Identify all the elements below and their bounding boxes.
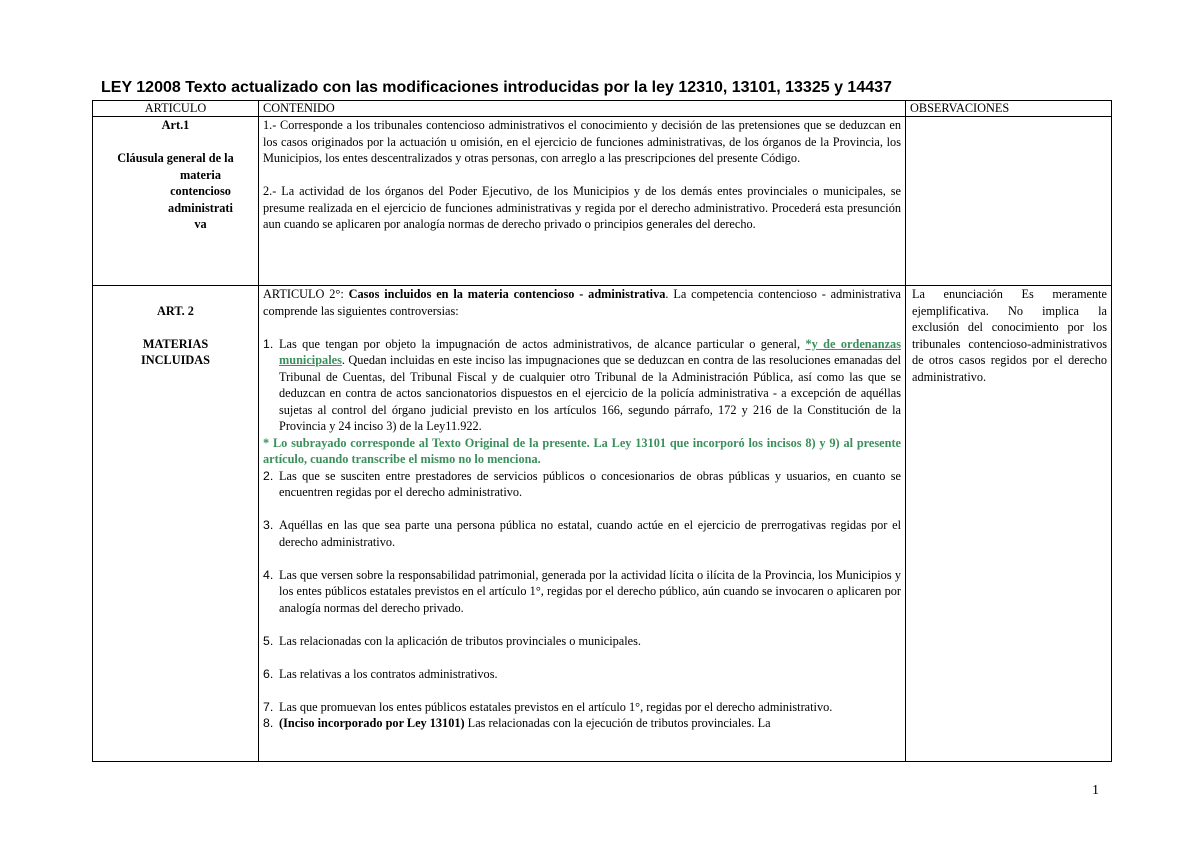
list-item: [263, 699, 901, 716]
page-number: 1: [1092, 783, 1099, 798]
list-item: [263, 468, 901, 501]
art2-items-list: [263, 336, 901, 435]
item-text: Las que promuevan los entes públicos estatales previstos en el artículo 1°, regidas por el derecho administrativo.: [279, 699, 833, 714]
list-item: [263, 567, 901, 617]
item1-underlined-note: *y de ordenanzas municipales: [279, 336, 901, 367]
art1-heading-5: va: [194, 217, 207, 231]
item1-text-b: . Quedan incluidas en este inciso las impugnaciones que se deduzcan en contra de las resoluciones emanadas del Tribunal de Cuentas, del Tribunal Fiscal y de cualquier otro Tribunal de la Administración Pública, así como las que se deduzcan en contra de actos sancionatorios dispuestos en el ejercicio de la policía administrativa - a excepción de aquéllas sujetas al control del órgano judicial previsto en los artículos 166, segundo párrafo, 172 y 216 de la Constitución de la Provincia y 24 inciso 3) de la Ley11.922.: [279, 353, 901, 433]
list-item: [263, 517, 901, 550]
item1-text-a: Las que tengan por objeto la impugnación de actos administrativos, de alcance particular o general,: [279, 336, 806, 351]
art1-heading-4: administrati: [168, 200, 233, 215]
item-text: [279, 715, 901, 732]
list-item: [263, 715, 901, 732]
item-number: 6.: [263, 666, 274, 681]
item-number: 7.: [263, 699, 274, 714]
document-title: LEY 12008 Texto actualizado con las modificaciones introducidas por la ley 12310, 13101, 13325 y 14437: [101, 79, 892, 96]
art1-heading-1: Cláusula general de la: [117, 151, 234, 165]
header-contenido: CONTENIDO: [259, 101, 906, 117]
table-header-row: [93, 101, 1112, 117]
art2-number: ART. 2: [157, 303, 194, 318]
item8-text: Las relacionadas con la ejecución de tributos provinciales. La: [464, 716, 771, 730]
item-text: Las que se susciten entre prestadores de servicios públicos o concesionarios de obras públicas y usuarios, en cuanto se encuentren regidas por el derecho administrativo.: [279, 468, 901, 499]
art1-para-2: 2.- La actividad de los órganos del Poder Ejecutivo, de los Municipios y de los demás entes provinciales o municipales, se presume realizada en el ejercicio de funciones administrativas y regida por el derecho administrativo. Procederá esta presunción aun cuando se aplicaren por analogía normas de derecho privado o principios generales del derecho.: [263, 184, 901, 231]
item-text: [279, 336, 901, 435]
art2-heading-2: INCLUIDAS: [140, 353, 210, 367]
art2-article-cell: [93, 286, 259, 762]
art1-content-cell: [259, 117, 906, 286]
art2-intro-prefix: ARTICULO 2°:: [263, 287, 349, 301]
item-number: 2.: [263, 468, 274, 483]
item-number: 4.: [263, 567, 274, 582]
art2-observaciones-cell: La enunciación Es meramente ejemplificativa. No implica la exclusión del conocimiento por los tribunales contencioso-administrativos de otros casos regidos por el derecho administrativo.: [906, 286, 1112, 762]
item-number: 8.: [263, 716, 274, 730]
item-text: Las que versen sobre la responsabilidad patrimonial, generada por la actividad lícita o ilícita de la Provincia, los Municipios y los entes públicos estatales previstos en el artículo 1°, regidas por el derecho público, aún cuando se invocaren o aplicaren por analogía normas del derecho privado.: [279, 567, 901, 615]
table-row-art1: [93, 117, 1112, 286]
law-table: [92, 100, 1112, 762]
art1-observaciones-cell: [906, 117, 1112, 286]
item8-heading: (Inciso incorporado por Ley 13101): [279, 716, 465, 730]
list-item: [263, 633, 901, 650]
art1-heading-3: contencioso: [170, 184, 231, 198]
item-number: 1.: [263, 336, 274, 351]
list-item: [263, 336, 901, 435]
art1-article-cell: [93, 117, 259, 286]
art2-intro-rest: . La competencia contencioso - administrativa comprende las siguientes controversias:: [263, 287, 901, 318]
item-text: Aquéllas en las que sea parte una persona pública no estatal, cuando actúe en el ejercicio de prerrogativas regidas por el derecho administrativo.: [279, 518, 901, 549]
list-item: [263, 666, 901, 683]
item-number: 5.: [263, 633, 274, 648]
art2-content-cell: [259, 286, 906, 762]
art2-heading-1: MATERIAS: [142, 336, 209, 351]
art1-heading-2: materia: [180, 167, 221, 182]
item-text: Las relacionadas con la aplicación de tributos provinciales o municipales.: [279, 633, 641, 648]
item-text: Las relativas a los contratos administrativos.: [279, 666, 498, 681]
header-observaciones: OBSERVACIONES: [906, 101, 1112, 117]
table-row-art2: [93, 286, 1112, 762]
art2-footnote: * Lo subrayado corresponde al Texto Original de la presente. La Ley 13101 que incorporó los incisos 8) y 9) al presente artículo, cuando transcribe el mismo no lo menciona.: [263, 435, 901, 466]
header-articulo: ARTICULO: [93, 101, 259, 117]
art2-items-list-cont: [263, 468, 901, 732]
art1-number: Art.1: [161, 118, 190, 132]
art1-para-1: 1.- Corresponde a los tribunales contencioso administrativos el conocimiento y decisión de las pretensiones que se deduzcan en los casos originados por la actuación u omisión, en el ejercicio de funciones administrativas, de los órganos de la Provincia, los Municipios, los entes descentralizados y otras personas, con arreglo a las prescripciones del presente Código.: [263, 118, 901, 165]
art2-intro: [263, 286, 901, 319]
art2-intro-heading: Casos incluidos en la materia contencioso - administrativa: [348, 287, 666, 301]
item-number: 3.: [263, 518, 274, 532]
